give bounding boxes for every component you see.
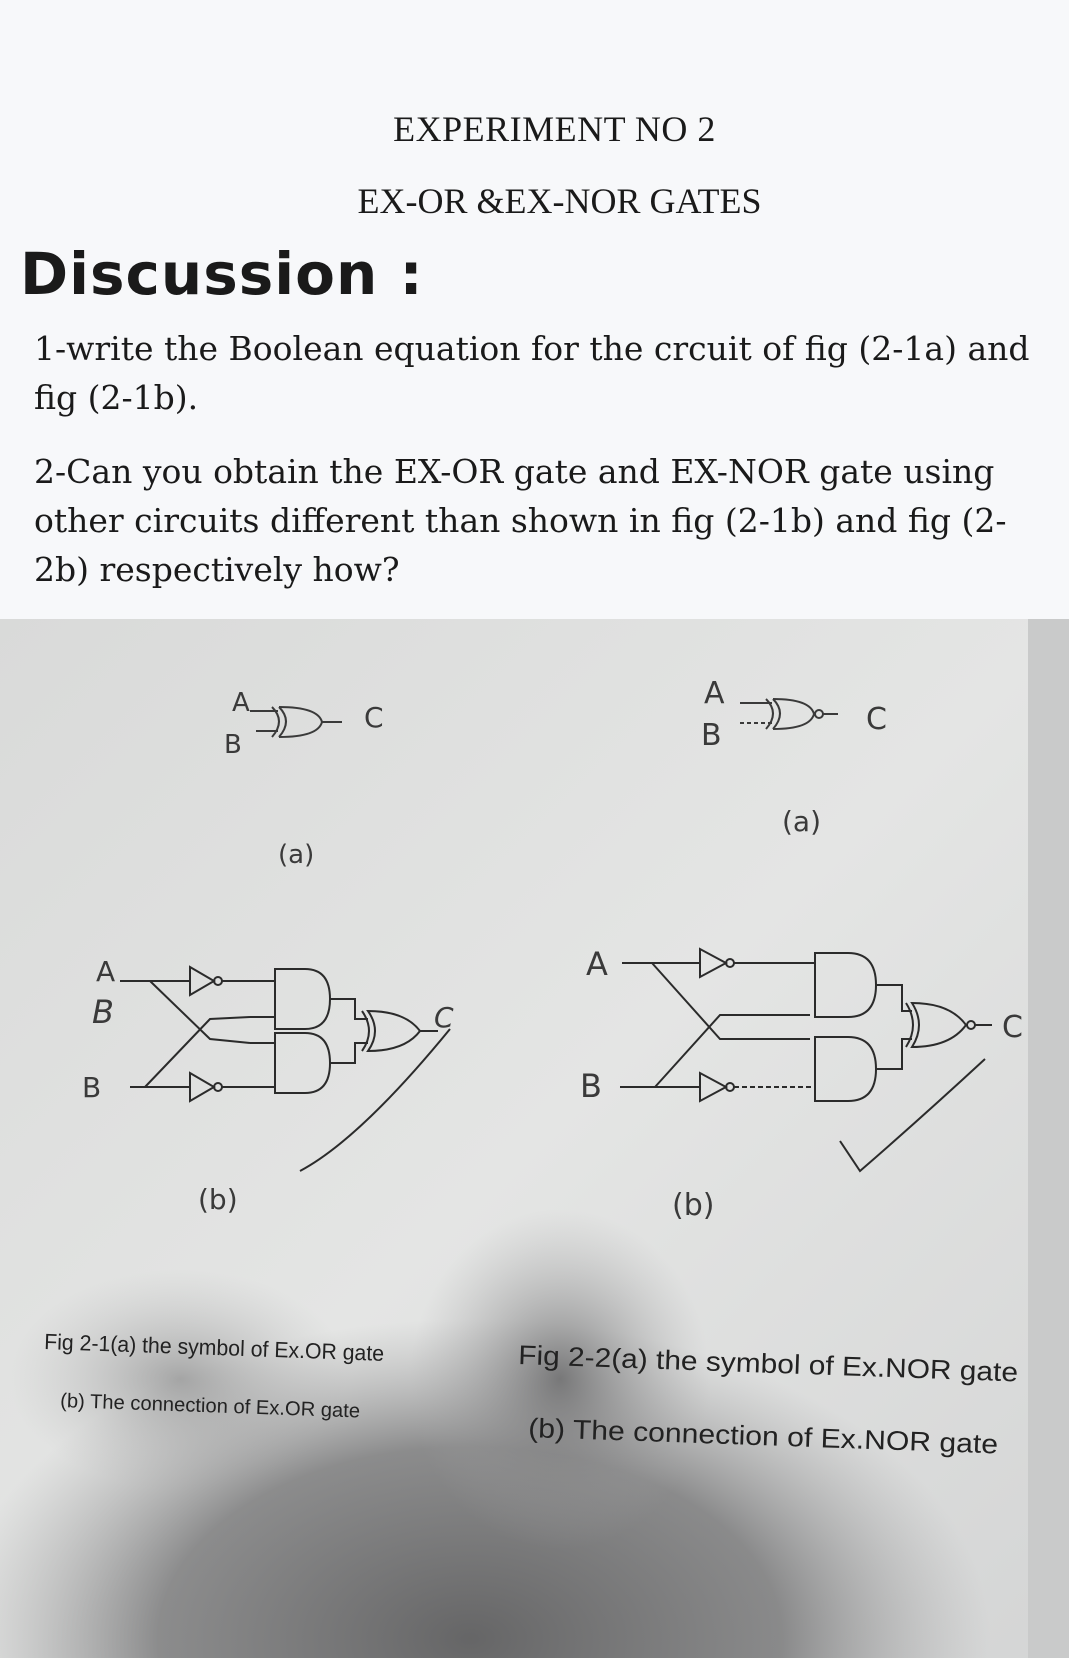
exor-symbol-label: (a) bbox=[278, 840, 315, 870]
exor-symbol-input-b: B bbox=[224, 730, 242, 760]
exnor-circuit-input-a: A bbox=[586, 945, 608, 983]
exnor-symbol-input-b: B bbox=[701, 718, 722, 753]
exor-circuit-output: C bbox=[434, 1001, 454, 1034]
exnor-circuit-label: (b) bbox=[672, 1188, 715, 1223]
exor-circuit-label: (b) bbox=[198, 1183, 238, 1216]
exor-symbol-output: C bbox=[364, 701, 384, 734]
exor-circuit-input-b-handwritten: B bbox=[92, 993, 114, 1031]
exor-circuit-input-b: B bbox=[82, 1071, 102, 1104]
experiment-title: EXPERIMENT NO 2 bbox=[393, 109, 716, 149]
experiment-subject: EX-OR &EX-NOR GATES bbox=[357, 181, 762, 221]
exnor-caption-b: (b) The connection of Ex.NOR gate bbox=[527, 1413, 950, 1458]
exnor-circuit-output: C bbox=[1002, 1010, 1023, 1045]
exnor-symbol-label: (a) bbox=[782, 805, 822, 838]
exor-caption-a: Fig 2-1(a) the symbol of Ex.OR gate bbox=[43, 1329, 397, 1367]
exnor-symbol-output: C bbox=[866, 702, 887, 737]
exor-symbol-input-a: A bbox=[232, 688, 250, 718]
question-2: 2-Can you obtain the EX-OR gate and EX-NOR gate using other circuits different than shown in fig (2-1b) and fig (2-2b) respectively how? bbox=[34, 452, 1007, 589]
textbook-photo bbox=[0, 619, 1069, 1658]
exnor-circuit-input-b: B bbox=[580, 1067, 602, 1105]
question-1: 1-write the Boolean equation for the crcuit of fig (2-1a) and fig (2-1b). bbox=[34, 329, 1030, 417]
exor-circuit-input-a: A bbox=[96, 955, 116, 988]
exnor-caption-a: Fig 2-2(a) the symbol of Ex.NOR gate bbox=[517, 1340, 971, 1386]
exor-caption-b: (b) The connection of Ex.OR gate bbox=[59, 1390, 358, 1423]
exnor-symbol-input-a: A bbox=[704, 676, 725, 711]
discussion-heading: Discussion : bbox=[20, 240, 424, 308]
